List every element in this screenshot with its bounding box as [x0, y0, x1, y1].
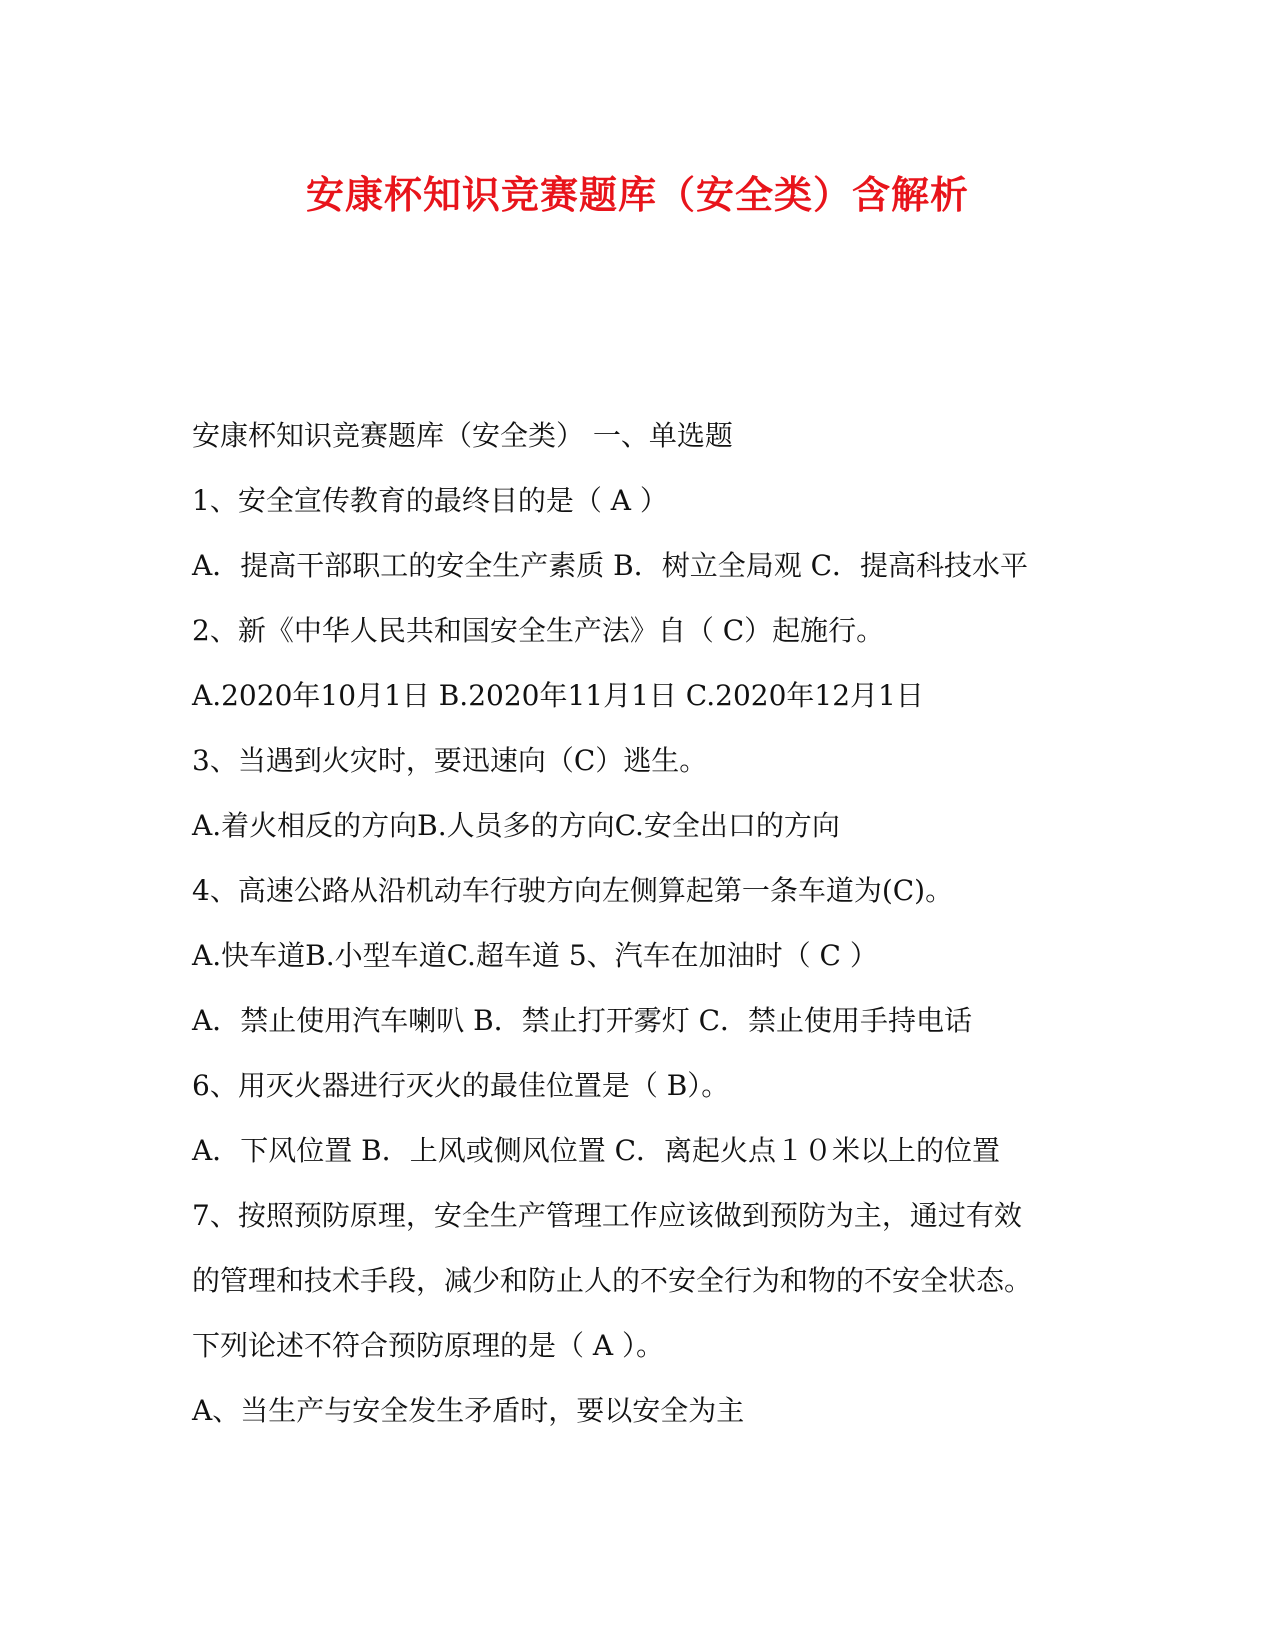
question-3-options: A.着火相反的方向B.人员多的方向C.安全出口的方向 — [192, 809, 840, 842]
question-7-line-2: 的管理和技术手段，减少和防止人的不安全行为和物的不安全状态。 — [192, 1264, 1033, 1297]
question-3: 3、当遇到火灾时，要迅速向（C）逃生。 — [192, 744, 708, 777]
question-4: 4、高速公路从沿机动车行驶方向左侧算起第一条车道为(C)。 — [192, 874, 954, 907]
question-4-options-and-question-5: A.快车道B.小型车道C.超车道 5、汽车在加油时（ C ） — [192, 939, 878, 972]
question-2-options: A.2020年10月1日 B.2020年11月1日 C.2020年12月1日 — [192, 679, 924, 712]
question-1-options: A．提高干部职工的安全生产素质 B．树立全局观 C．提高科技水平 — [192, 549, 1029, 582]
question-7-line-1: 7、按照预防原理，安全生产管理工作应该做到预防为主，通过有效 — [192, 1199, 1022, 1232]
question-1: 1、安全宣传教育的最终目的是（ A ） — [192, 484, 668, 517]
question-2: 2、新《中华人民共和国安全生产法》自（ C）起施行。 — [192, 614, 885, 647]
document-body — [192, 418, 1092, 1458]
document-title: 安康杯知识竞赛题库（安全类）含解析 — [305, 172, 969, 217]
question-7-option-a: A、当生产与安全发生矛盾时，要以安全为主 — [192, 1394, 745, 1427]
question-6: 6、用灭火器进行灭火的最佳位置是（ B）。 — [192, 1069, 730, 1102]
section-heading: 安康杯知识竞赛题库（安全类） 一、单选题 — [192, 419, 733, 452]
question-6-options: A．下风位置 B．上风或侧风位置 C．离起火点１０米以上的位置 — [192, 1134, 1001, 1167]
question-5-options: A．禁止使用汽车喇叭 B．禁止打开雾灯 C．禁止使用手持电话 — [192, 1004, 973, 1037]
question-7-line-3: 下列论述不符合预防原理的是（ A ）。 — [192, 1329, 665, 1362]
